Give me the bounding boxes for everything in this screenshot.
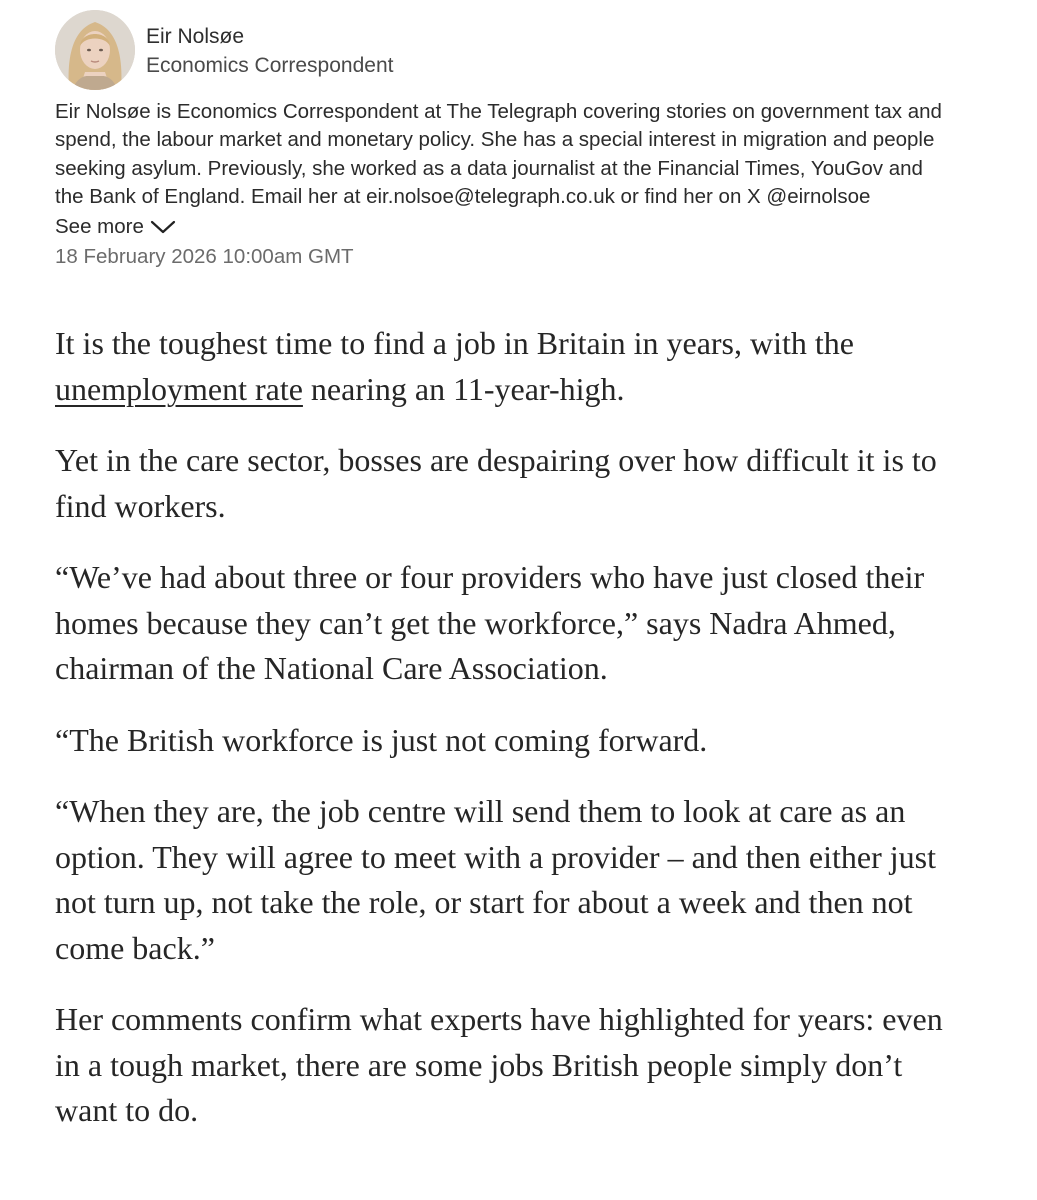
article-paragraph-2: Yet in the care sector, bosses are despairing over how difficult it is to find workers. <box>55 442 937 524</box>
article-paragraph-5: “When they are, the job centre will send them to look at care as an option. They will agree to meet with a provider – and then either just not turn up, not take the role, or start for about a week and then not come back.” <box>55 793 936 966</box>
publish-date: 18 February 2026 10:00am GMT <box>55 244 354 268</box>
paragraph-text: It is the toughest time to find a job in Britain in years, with the <box>55 325 854 361</box>
author-role: Economics Correspondent <box>146 54 394 77</box>
author-photo <box>55 10 135 90</box>
author-bio: Eir Nolsøe is Economics Correspondent at The Telegraph covering stories on government tax and spend, the labour market and monetary policy. She has a special interest in migration and people seeking asylum. Previously, she worked as a data journalist at the Financial Times, YouGov and the Bank of England. Email her at eir.nolsoe@telegraph.co.uk or find her on X @eirnolsoe <box>55 100 942 209</box>
article-paragraph-1 <box>55 321 955 412</box>
author-meta <box>146 22 393 80</box>
see-more-button[interactable] <box>55 212 176 242</box>
article-body <box>55 321 955 1160</box>
paragraph-text: nearing an 11-year-high. <box>302 370 625 407</box>
author-avatar[interactable] <box>55 10 135 90</box>
chevron-down-icon <box>150 219 176 235</box>
article-paragraph-4: “The British workforce is just not coming forward. <box>55 721 708 758</box>
unemployment-rate-link[interactable]: unemployment rate <box>55 370 303 407</box>
article-paragraph-6: Her comments confirm what experts have highlighted for years: even in a tough market, there are some jobs British people simply don’t want to do. <box>55 1001 943 1128</box>
author-name[interactable]: Eir Nolsøe <box>146 25 245 48</box>
author-header <box>55 10 995 90</box>
article-paragraph-3: “We’ve had about three or four providers who have just closed their homes because they can’t get the workforce,” says Nadra Ahmed, chairman of the National Care Association. <box>55 559 925 686</box>
author-block <box>55 10 995 272</box>
see-more-label: See more <box>55 214 144 238</box>
